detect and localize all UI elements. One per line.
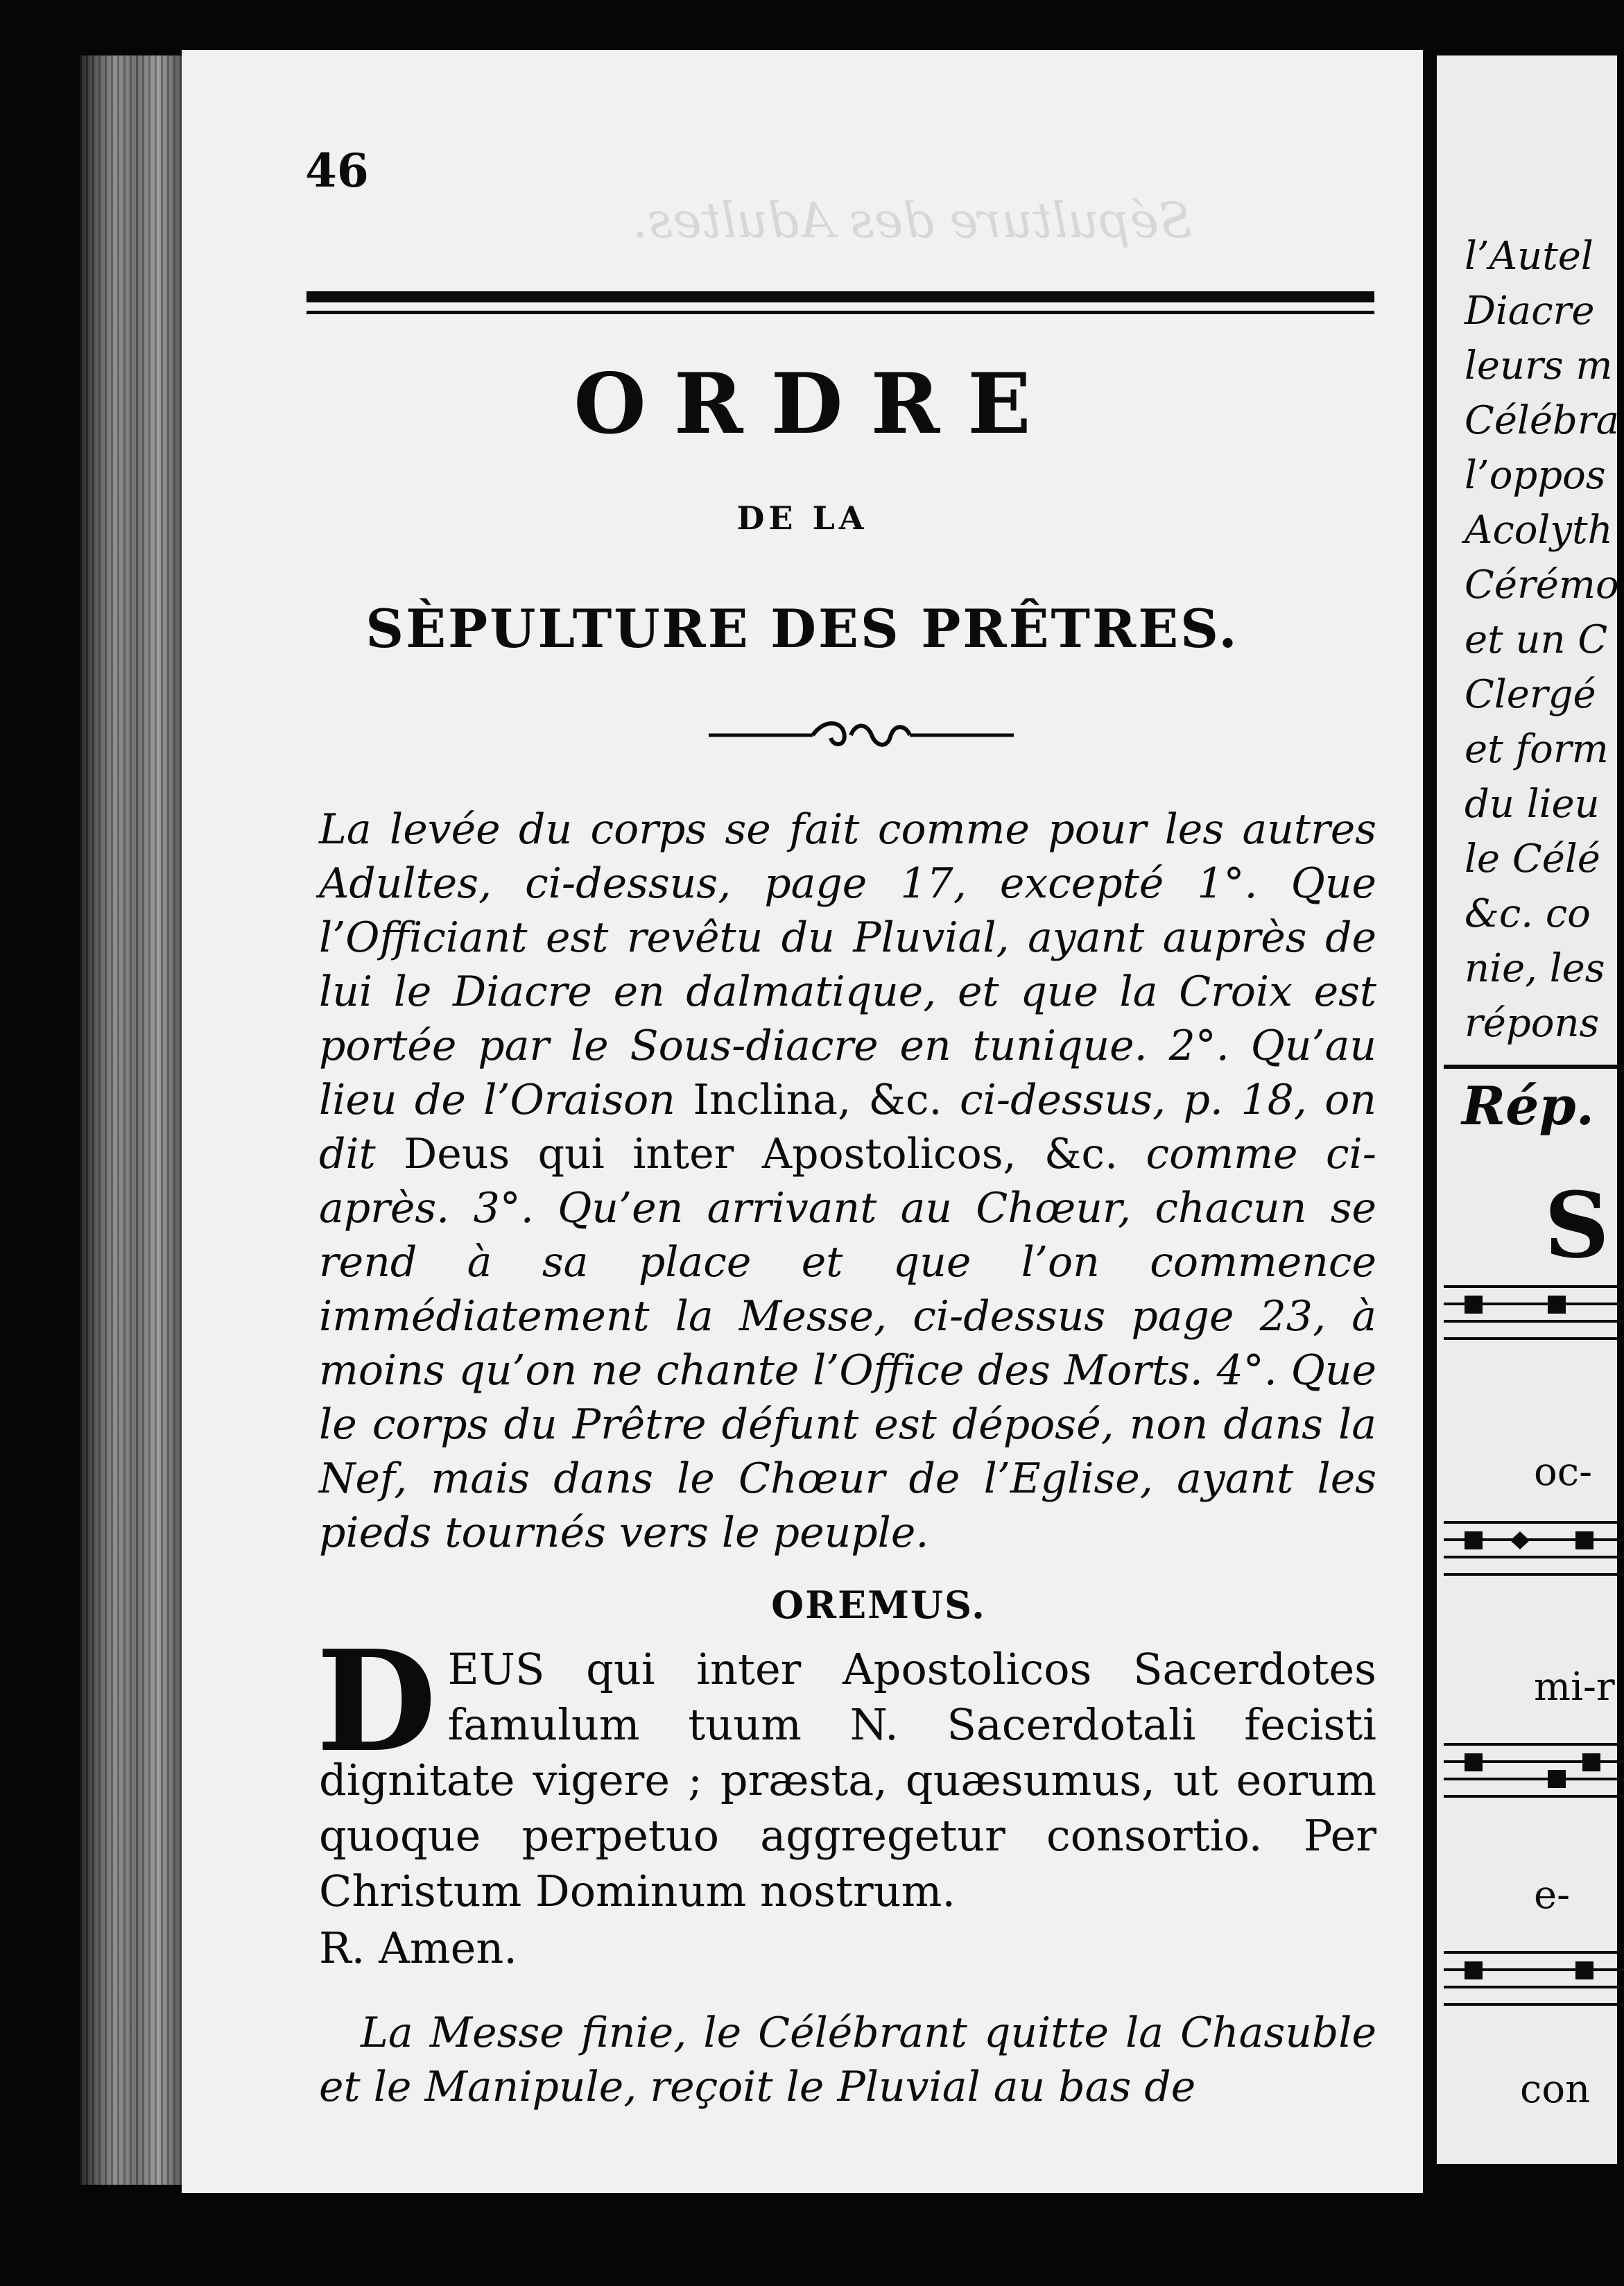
- facing-text-lines: [1465, 229, 1619, 1051]
- facing-line: Acolyth: [1465, 508, 1613, 553]
- music-staff: [1444, 1942, 1624, 2018]
- rubric-inclina: Inclina, &c.: [693, 1076, 942, 1124]
- prayer-text: EUS qui inter Apostolicos Sacerdotes famulum tuum N. Sacerdotali fecisti dignitate vigere ; præsta, quæsumus, ut eorum quoque perpetuo aggregetur consortio. Per Christum Dominum nostrum.: [319, 1644, 1376, 1916]
- facing-line: répons: [1465, 1001, 1600, 1046]
- book-page: [182, 50, 1423, 2193]
- header-rule-thick: [306, 291, 1374, 302]
- book-spine: [80, 55, 184, 2185]
- rubric-paragraph: [319, 802, 1376, 1560]
- music-staff: [1444, 1512, 1624, 1588]
- closing-rubric: La Messe finie, le Célébrant quitte la Chasuble et le Manipule, reçoit le Pluvial au bas de: [319, 2009, 1376, 2111]
- facing-rule: [1444, 1065, 1624, 1069]
- facing-line: Célébra: [1465, 398, 1620, 443]
- rubric-text-3: comme ci-après. 3°. Qu’en arrivant au Chœur, chacun se rend à sa place et que l’on commence immédiatement la Messe, ci-dessus page 23, à moins qu’on ne chante l’Office des Morts. 4°. Que le corps du Prêtre défunt est déposé, non dans la Nef, mais dans le Chœur de l’Eglise, ayant les pieds tournés vers le peuple.: [319, 1130, 1377, 1557]
- facing-line: Cérémo: [1465, 562, 1619, 608]
- facing-rep-label: Rép.: [1462, 1075, 1595, 1137]
- header-rule-thin: [306, 311, 1374, 314]
- facing-line: nie, les: [1465, 946, 1605, 991]
- facing-initial: S: [1544, 1172, 1609, 1278]
- facing-line: et un C: [1465, 617, 1608, 662]
- facing-line: Diacre: [1465, 289, 1595, 334]
- facing-line: du lieu: [1465, 782, 1600, 827]
- rubric-text-1: La levée du corps se fait comme pour les autres Adultes, ci-dessus, page 17, excepté 1°. Que l’Officiant est revêtu du Pluvial, ayant auprès de lui le Diacre en dalmatique, et que la Croix est portée par le Sous-diacre en tunique. 2°. Qu’au lieu de l’Oraison: [319, 805, 1376, 1124]
- ornament-divider: [709, 716, 1014, 755]
- show-through-running-head: Sépulture des Adultes.: [632, 192, 1192, 249]
- rubric-deus: Deus qui inter Apostolicos, &c.: [404, 1130, 1118, 1178]
- page-number: 46: [305, 144, 369, 198]
- facing-line: leurs m: [1465, 343, 1613, 388]
- rubric-text-2: ci-dessus, p. 18, on dit: [319, 1076, 1377, 1178]
- title-ordre: ORDRE: [573, 355, 1059, 453]
- facing-line: l’oppos: [1465, 453, 1606, 498]
- music-staff: [1444, 1734, 1624, 1810]
- music-staff: [1444, 1276, 1624, 1352]
- prayer-paragraph: [316, 1620, 1376, 1919]
- facing-line: et form: [1465, 727, 1609, 772]
- facing-line: Clergé: [1465, 672, 1596, 717]
- response-amen: R. Amen.: [319, 1923, 517, 1973]
- facing-line: &c. co: [1465, 891, 1591, 936]
- facing-line: l’Autel: [1465, 234, 1593, 279]
- facing-line: le Célé: [1465, 836, 1600, 882]
- drop-cap: D: [316, 1620, 437, 1783]
- oremus-heading: OREMUS.: [771, 1583, 986, 1627]
- title-de-la: DE LA: [736, 499, 868, 537]
- chant-syllable: oc-: [1534, 1450, 1592, 1495]
- facing-page: [1437, 55, 1620, 2164]
- chant-syllable: con: [1520, 2067, 1591, 2112]
- chant-syllable: e-: [1534, 1873, 1571, 1918]
- chant-syllable: mi-r: [1534, 1665, 1615, 1710]
- title-sepulture: SÈPULTURE DES PRÊTRES.: [365, 598, 1239, 660]
